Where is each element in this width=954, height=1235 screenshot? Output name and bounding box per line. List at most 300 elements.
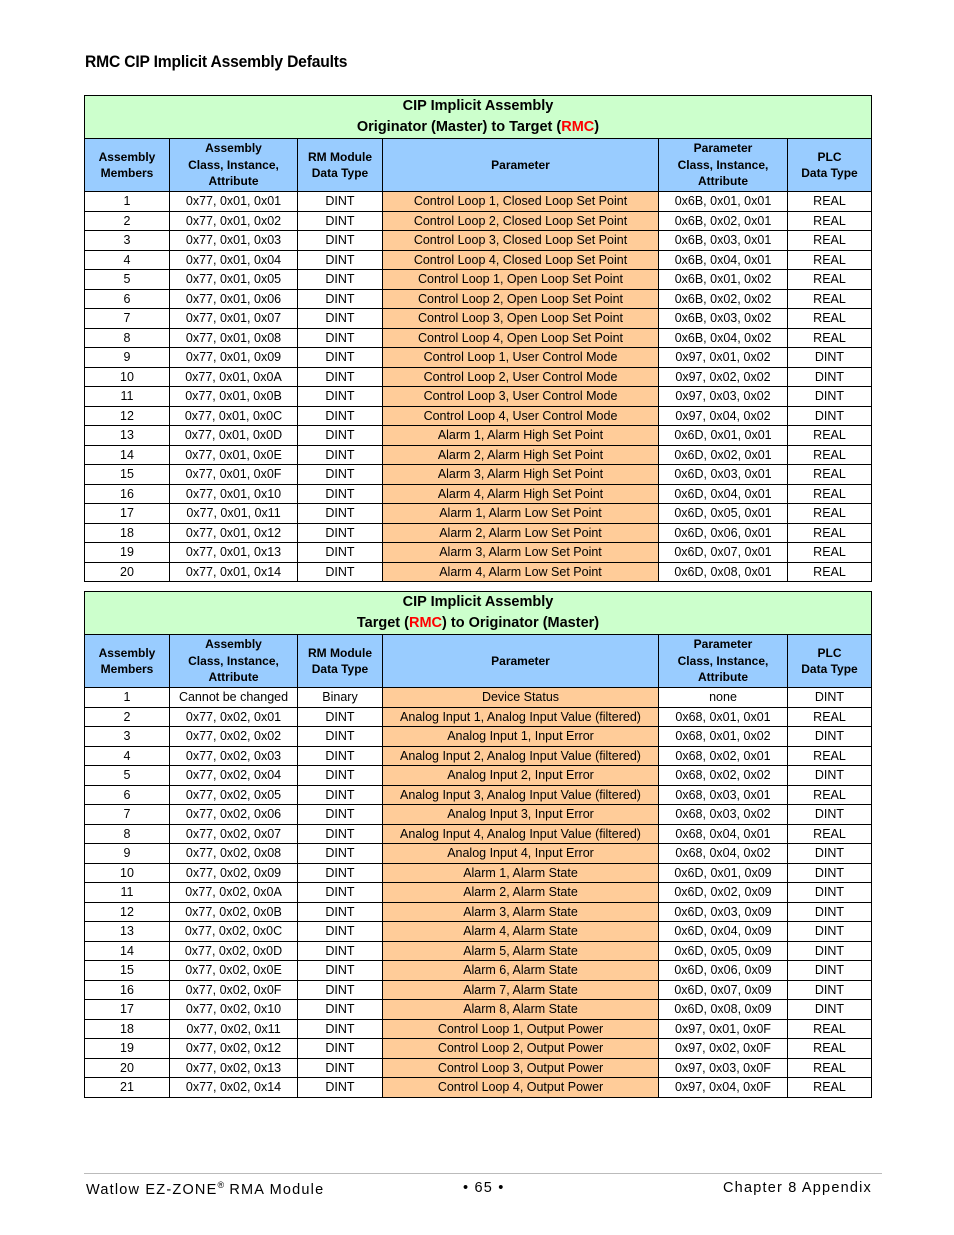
rm-data-type-cell: DINT: [298, 707, 383, 727]
member-cell: 13: [85, 922, 170, 942]
table-row: [85, 309, 872, 329]
member-cell: 5: [85, 766, 170, 786]
plc-data-type-cell: DINT: [788, 863, 872, 883]
rm-data-type-cell: DINT: [298, 445, 383, 465]
parameter-cell: Alarm 1, Alarm State: [383, 863, 659, 883]
table-row: [85, 562, 872, 582]
header-assembly-cia-line: Attribute: [208, 670, 259, 685]
rm-data-type-cell: DINT: [298, 562, 383, 582]
assembly-cia-cell: 0x77, 0x02, 0x04: [170, 766, 298, 786]
plc-data-type-cell: REAL: [788, 707, 872, 727]
header-parameter-cia-line: Class, Instance,: [677, 157, 769, 172]
plc-data-type-cell: DINT: [788, 961, 872, 981]
parameter-cia-cell: 0x68, 0x01, 0x02: [659, 727, 788, 747]
plc-data-type-cell: DINT: [788, 902, 872, 922]
table-row: [85, 980, 872, 1000]
assembly-cia-cell: Cannot be changed: [170, 688, 298, 708]
assembly-cia-cell: 0x77, 0x01, 0x08: [170, 328, 298, 348]
table-title: [85, 96, 872, 139]
rm-data-type-cell: DINT: [298, 328, 383, 348]
member-cell: 4: [85, 250, 170, 270]
table-row: [85, 231, 872, 251]
assembly-cia-cell: 0x77, 0x01, 0x01: [170, 192, 298, 212]
table-row: [85, 785, 872, 805]
table-row: [85, 746, 872, 766]
header-assembly-members: [85, 139, 170, 192]
plc-data-type-cell: REAL: [788, 426, 872, 446]
table-row: [85, 211, 872, 231]
assembly-cia-cell: 0x77, 0x01, 0x0D: [170, 426, 298, 446]
assembly-cia-cell: 0x77, 0x02, 0x0E: [170, 961, 298, 981]
rm-data-type-cell: DINT: [298, 902, 383, 922]
registered-mark: ®: [217, 1180, 225, 1190]
parameter-cell: Control Loop 3, Output Power: [383, 1058, 659, 1078]
plc-data-type-cell: REAL: [788, 785, 872, 805]
parameter-cell: Analog Input 1, Input Error: [383, 727, 659, 747]
parameter-cia-cell: 0x97, 0x01, 0x0F: [659, 1019, 788, 1039]
member-cell: 10: [85, 367, 170, 387]
header-assembly-cia-line: Attribute: [208, 174, 259, 189]
table-row: [85, 192, 872, 212]
header-rm-data-type-line: RM Module: [308, 149, 372, 164]
header-parameter: Parameter: [383, 139, 659, 192]
table-row: [85, 1000, 872, 1020]
target-to-originator-table: [84, 591, 872, 1098]
parameter-cia-cell: 0x6B, 0x02, 0x01: [659, 211, 788, 231]
plc-data-type-cell: DINT: [788, 883, 872, 903]
rm-data-type-cell: DINT: [298, 387, 383, 407]
table-row: [85, 367, 872, 387]
plc-data-type-cell: DINT: [788, 922, 872, 942]
rm-data-type-cell: DINT: [298, 980, 383, 1000]
plc-data-type-cell: REAL: [788, 211, 872, 231]
plc-data-type-cell: REAL: [788, 445, 872, 465]
plc-data-type-cell: REAL: [788, 1058, 872, 1078]
parameter-cia-cell: 0x6D, 0x03, 0x01: [659, 465, 788, 485]
header-assembly-members-line: Assembly: [98, 149, 156, 164]
header-plc-data-type: [788, 139, 872, 192]
table-row: [85, 328, 872, 348]
page-number: • 65 •: [463, 1180, 505, 1196]
table-row: [85, 902, 872, 922]
rm-data-type-cell: DINT: [298, 504, 383, 524]
member-cell: 19: [85, 1039, 170, 1059]
parameter-cia-cell: 0x6D, 0x06, 0x01: [659, 523, 788, 543]
assembly-cia-cell: 0x77, 0x02, 0x03: [170, 746, 298, 766]
parameter-cia-cell: 0x97, 0x02, 0x02: [659, 367, 788, 387]
table-row: [85, 289, 872, 309]
header-parameter-cia-line: Attribute: [698, 670, 748, 685]
rm-data-type-cell: DINT: [298, 1019, 383, 1039]
table-row: [85, 406, 872, 426]
plc-data-type-cell: REAL: [788, 543, 872, 563]
member-cell: 13: [85, 426, 170, 446]
member-cell: 15: [85, 961, 170, 981]
parameter-cell: Alarm 4, Alarm High Set Point: [383, 484, 659, 504]
rm-data-type-cell: DINT: [298, 250, 383, 270]
header-plc-data-type-line: Data Type: [801, 662, 858, 676]
title-prefix: Target (: [356, 615, 409, 631]
table-row: [85, 1039, 872, 1059]
member-cell: 7: [85, 805, 170, 825]
parameter-cell: Analog Input 3, Input Error: [383, 805, 659, 825]
table-row: [85, 445, 872, 465]
parameter-cia-cell: 0x68, 0x04, 0x01: [659, 824, 788, 844]
parameter-cia-cell: 0x6D, 0x04, 0x09: [659, 922, 788, 942]
parameter-cell: Alarm 2, Alarm State: [383, 883, 659, 903]
plc-data-type-cell: REAL: [788, 562, 872, 582]
footer-product: [86, 1180, 324, 1198]
table-row: [85, 688, 872, 708]
parameter-cell: Control Loop 2, Output Power: [383, 1039, 659, 1059]
parameter-cia-cell: 0x6D, 0x02, 0x01: [659, 445, 788, 465]
rm-data-type-cell: DINT: [298, 961, 383, 981]
table-row: [85, 844, 872, 864]
parameter-cell: Device Status: [383, 688, 659, 708]
assembly-cia-cell: 0x77, 0x01, 0x11: [170, 504, 298, 524]
table-row: [85, 484, 872, 504]
plc-data-type-cell: REAL: [788, 824, 872, 844]
parameter-cia-cell: 0x97, 0x04, 0x02: [659, 406, 788, 426]
member-cell: 9: [85, 348, 170, 368]
member-cell: 1: [85, 192, 170, 212]
header-plc-data-type-line: Data Type: [801, 166, 858, 180]
member-cell: 3: [85, 727, 170, 747]
assembly-cia-cell: 0x77, 0x02, 0x0D: [170, 941, 298, 961]
table-title-line2: [85, 117, 871, 138]
parameter-cia-cell: 0x6D, 0x05, 0x09: [659, 941, 788, 961]
member-cell: 15: [85, 465, 170, 485]
parameter-cia-cell: 0x97, 0x03, 0x0F: [659, 1058, 788, 1078]
parameter-cia-cell: 0x6D, 0x05, 0x01: [659, 504, 788, 524]
table-row: [85, 543, 872, 563]
header-assembly-members-line: Members: [100, 662, 154, 676]
parameter-cia-cell: 0x6D, 0x01, 0x09: [659, 863, 788, 883]
parameter-cia-cell: 0x97, 0x03, 0x02: [659, 387, 788, 407]
member-cell: 14: [85, 941, 170, 961]
assembly-cia-cell: 0x77, 0x01, 0x07: [170, 309, 298, 329]
assembly-cia-cell: 0x77, 0x01, 0x12: [170, 523, 298, 543]
assembly-cia-cell: 0x77, 0x02, 0x0B: [170, 902, 298, 922]
table-row: [85, 426, 872, 446]
member-cell: 2: [85, 211, 170, 231]
rm-data-type-cell: DINT: [298, 1039, 383, 1059]
member-cell: 8: [85, 328, 170, 348]
footer-product-tail: RMA Module: [224, 1181, 325, 1198]
parameter-cell: Alarm 4, Alarm Low Set Point: [383, 562, 659, 582]
rm-data-type-cell: DINT: [298, 348, 383, 368]
parameter-cell: Alarm 2, Alarm High Set Point: [383, 445, 659, 465]
member-cell: 16: [85, 484, 170, 504]
header-rm-data-type: [298, 635, 383, 688]
parameter-cia-cell: 0x68, 0x04, 0x02: [659, 844, 788, 864]
assembly-cia-cell: 0x77, 0x01, 0x02: [170, 211, 298, 231]
parameter-cia-cell: 0x6B, 0x03, 0x01: [659, 231, 788, 251]
header-assembly-members: [85, 635, 170, 688]
assembly-cia-cell: 0x77, 0x01, 0x13: [170, 543, 298, 563]
rm-data-type-cell: Binary: [298, 688, 383, 708]
parameter-cell: Alarm 7, Alarm State: [383, 980, 659, 1000]
plc-data-type-cell: REAL: [788, 289, 872, 309]
assembly-cia-cell: 0x77, 0x01, 0x04: [170, 250, 298, 270]
rm-data-type-cell: DINT: [298, 289, 383, 309]
rm-data-type-cell: DINT: [298, 1000, 383, 1020]
member-cell: 20: [85, 1058, 170, 1078]
parameter-cell: Control Loop 4, Output Power: [383, 1078, 659, 1098]
plc-data-type-cell: REAL: [788, 270, 872, 290]
assembly-cia-cell: 0x77, 0x02, 0x11: [170, 1019, 298, 1039]
table-row: [85, 941, 872, 961]
plc-data-type-cell: DINT: [788, 348, 872, 368]
title-prefix: Originator (Master) to Target (: [356, 119, 562, 135]
plc-data-type-cell: REAL: [788, 231, 872, 251]
member-cell: 11: [85, 883, 170, 903]
assembly-cia-cell: 0x77, 0x01, 0x09: [170, 348, 298, 368]
parameter-cell: Alarm 5, Alarm State: [383, 941, 659, 961]
rm-data-type-cell: DINT: [298, 1058, 383, 1078]
assembly-cia-cell: 0x77, 0x02, 0x13: [170, 1058, 298, 1078]
header-rm-data-type-line: Data Type: [311, 166, 369, 180]
parameter-cell: Control Loop 3, Open Loop Set Point: [383, 309, 659, 329]
assembly-cia-cell: 0x77, 0x01, 0x06: [170, 289, 298, 309]
table-row: [85, 961, 872, 981]
member-cell: 21: [85, 1078, 170, 1098]
rm-data-type-cell: DINT: [298, 766, 383, 786]
plc-data-type-cell: DINT: [788, 406, 872, 426]
page-heading: RMC CIP Implicit Assembly Defaults: [85, 52, 348, 71]
parameter-cell: Control Loop 1, Output Power: [383, 1019, 659, 1039]
rm-data-type-cell: DINT: [298, 863, 383, 883]
parameter-cell: Analog Input 2, Analog Input Value (filtered): [383, 746, 659, 766]
rm-data-type-cell: DINT: [298, 523, 383, 543]
table-row: [85, 805, 872, 825]
assembly-cia-cell: 0x77, 0x01, 0x0B: [170, 387, 298, 407]
rm-data-type-cell: DINT: [298, 1078, 383, 1098]
plc-data-type-cell: DINT: [788, 805, 872, 825]
header-parameter-cia: [659, 139, 788, 192]
parameter-cell: Analog Input 1, Analog Input Value (filtered): [383, 707, 659, 727]
title-suffix: ) to Originator (Master): [442, 615, 600, 631]
member-cell: 10: [85, 863, 170, 883]
rm-data-type-cell: DINT: [298, 309, 383, 329]
parameter-cell: Alarm 4, Alarm State: [383, 922, 659, 942]
member-cell: 5: [85, 270, 170, 290]
table-row: [85, 863, 872, 883]
plc-data-type-cell: REAL: [788, 192, 872, 212]
parameter-cell: Alarm 8, Alarm State: [383, 1000, 659, 1020]
member-cell: 14: [85, 445, 170, 465]
parameter-cell: Alarm 6, Alarm State: [383, 961, 659, 981]
header-assembly-cia-line: Assembly: [205, 141, 262, 156]
header-parameter-cia-line: Class, Instance,: [677, 653, 769, 668]
assembly-cia-cell: 0x77, 0x02, 0x0A: [170, 883, 298, 903]
member-cell: 12: [85, 902, 170, 922]
rm-data-type-cell: DINT: [298, 192, 383, 212]
assembly-cia-cell: 0x77, 0x02, 0x01: [170, 707, 298, 727]
parameter-cia-cell: 0x68, 0x01, 0x01: [659, 707, 788, 727]
header-assembly-cia-line: Class, Instance,: [188, 157, 279, 172]
member-cell: 1: [85, 688, 170, 708]
table-title: [85, 592, 872, 635]
parameter-cell: Alarm 3, Alarm State: [383, 902, 659, 922]
assembly-cia-cell: 0x77, 0x02, 0x0C: [170, 922, 298, 942]
table-row: [85, 387, 872, 407]
assembly-cia-cell: 0x77, 0x02, 0x14: [170, 1078, 298, 1098]
assembly-cia-cell: 0x77, 0x01, 0x14: [170, 562, 298, 582]
header-parameter-cia-line: Parameter: [693, 141, 753, 156]
header-rm-data-type: [298, 139, 383, 192]
parameter-cell: Control Loop 3, Closed Loop Set Point: [383, 231, 659, 251]
rm-data-type-cell: DINT: [298, 785, 383, 805]
rm-data-type-cell: DINT: [298, 824, 383, 844]
parameter-cell: Control Loop 2, User Control Mode: [383, 367, 659, 387]
table-row: [85, 824, 872, 844]
member-cell: 17: [85, 1000, 170, 1020]
table-row: [85, 465, 872, 485]
parameter-cell: Alarm 1, Alarm Low Set Point: [383, 504, 659, 524]
parameter-cia-cell: 0x6D, 0x08, 0x09: [659, 1000, 788, 1020]
parameter-cia-cell: 0x6D, 0x01, 0x01: [659, 426, 788, 446]
assembly-cia-cell: 0x77, 0x02, 0x02: [170, 727, 298, 747]
member-cell: 19: [85, 543, 170, 563]
header-rm-data-type-line: RM Module: [308, 645, 372, 660]
rm-data-type-cell: DINT: [298, 922, 383, 942]
member-cell: 11: [85, 387, 170, 407]
table-title-line2: [85, 613, 871, 634]
header-assembly-members-line: Members: [100, 166, 154, 180]
title-rmc: RMC: [561, 119, 595, 135]
parameter-cell: Analog Input 3, Analog Input Value (filtered): [383, 785, 659, 805]
plc-data-type-cell: DINT: [788, 387, 872, 407]
rm-data-type-cell: DINT: [298, 465, 383, 485]
header-assembly-cia-line: Assembly: [205, 637, 262, 652]
header-plc-data-type-line: PLC: [817, 645, 842, 660]
plc-data-type-cell: REAL: [788, 523, 872, 543]
member-cell: 7: [85, 309, 170, 329]
assembly-cia-cell: 0x77, 0x01, 0x10: [170, 484, 298, 504]
table-row: [85, 270, 872, 290]
table-row: [85, 348, 872, 368]
assembly-cia-cell: 0x77, 0x02, 0x10: [170, 1000, 298, 1020]
header-plc-data-type-line: PLC: [817, 149, 842, 164]
rm-data-type-cell: DINT: [298, 231, 383, 251]
member-cell: 12: [85, 406, 170, 426]
table-row: [85, 1019, 872, 1039]
parameter-cell: Control Loop 3, User Control Mode: [383, 387, 659, 407]
header-assembly-cia: [170, 139, 298, 192]
parameter-cia-cell: 0x97, 0x02, 0x0F: [659, 1039, 788, 1059]
header-assembly-cia: [170, 635, 298, 688]
table-title-line1: CIP Implicit Assembly: [402, 594, 554, 610]
assembly-cia-cell: 0x77, 0x01, 0x03: [170, 231, 298, 251]
parameter-cell: Alarm 3, Alarm High Set Point: [383, 465, 659, 485]
plc-data-type-cell: DINT: [788, 980, 872, 1000]
plc-data-type-cell: REAL: [788, 504, 872, 524]
header-assembly-members-line: Assembly: [98, 645, 156, 660]
plc-data-type-cell: REAL: [788, 250, 872, 270]
plc-data-type-cell: REAL: [788, 309, 872, 329]
assembly-cia-cell: 0x77, 0x02, 0x0F: [170, 980, 298, 1000]
member-cell: 18: [85, 523, 170, 543]
assembly-cia-cell: 0x77, 0x01, 0x0F: [170, 465, 298, 485]
assembly-cia-cell: 0x77, 0x02, 0x06: [170, 805, 298, 825]
member-cell: 6: [85, 289, 170, 309]
rm-data-type-cell: DINT: [298, 211, 383, 231]
table-row: [85, 766, 872, 786]
header-parameter-cia-line: Parameter: [693, 637, 753, 652]
assembly-cia-cell: 0x77, 0x01, 0x0E: [170, 445, 298, 465]
parameter-cia-cell: 0x6D, 0x08, 0x01: [659, 562, 788, 582]
parameter-cia-cell: 0x6B, 0x04, 0x02: [659, 328, 788, 348]
header-parameter-cia: [659, 635, 788, 688]
member-cell: 18: [85, 1019, 170, 1039]
originator-to-target-table: [84, 95, 872, 582]
plc-data-type-cell: REAL: [788, 465, 872, 485]
footer-chapter: Chapter 8 Appendix: [723, 1180, 872, 1196]
parameter-cell: Control Loop 1, Closed Loop Set Point: [383, 192, 659, 212]
plc-data-type-cell: REAL: [788, 484, 872, 504]
parameter-cia-cell: 0x6D, 0x04, 0x01: [659, 484, 788, 504]
rm-data-type-cell: DINT: [298, 883, 383, 903]
footer-product-name: Watlow EZ-ZONE: [86, 1181, 218, 1198]
assembly-cia-cell: 0x77, 0x02, 0x12: [170, 1039, 298, 1059]
parameter-cell: Control Loop 2, Closed Loop Set Point: [383, 211, 659, 231]
plc-data-type-cell: DINT: [788, 688, 872, 708]
rm-data-type-cell: DINT: [298, 805, 383, 825]
rm-data-type-cell: DINT: [298, 484, 383, 504]
parameter-cell: Control Loop 4, User Control Mode: [383, 406, 659, 426]
table-row: [85, 250, 872, 270]
table-row: [85, 1058, 872, 1078]
parameter-cia-cell: 0x68, 0x03, 0x02: [659, 805, 788, 825]
rm-data-type-cell: DINT: [298, 543, 383, 563]
parameter-cia-cell: 0x68, 0x02, 0x01: [659, 746, 788, 766]
parameter-cell: Alarm 1, Alarm High Set Point: [383, 426, 659, 446]
plc-data-type-cell: REAL: [788, 746, 872, 766]
parameter-cia-cell: 0x6B, 0x01, 0x02: [659, 270, 788, 290]
table-row: [85, 707, 872, 727]
plc-data-type-cell: REAL: [788, 1019, 872, 1039]
parameter-cia-cell: 0x68, 0x03, 0x01: [659, 785, 788, 805]
plc-data-type-cell: DINT: [788, 766, 872, 786]
plc-data-type-cell: DINT: [788, 367, 872, 387]
parameter-cia-cell: 0x6B, 0x04, 0x01: [659, 250, 788, 270]
header-parameter: Parameter: [383, 635, 659, 688]
parameter-cell: Control Loop 1, Open Loop Set Point: [383, 270, 659, 290]
rm-data-type-cell: DINT: [298, 426, 383, 446]
table-row: [85, 504, 872, 524]
rm-data-type-cell: DINT: [298, 406, 383, 426]
member-cell: 6: [85, 785, 170, 805]
table-row: [85, 523, 872, 543]
parameter-cell: Alarm 3, Alarm Low Set Point: [383, 543, 659, 563]
assembly-cia-cell: 0x77, 0x02, 0x05: [170, 785, 298, 805]
table-row: [85, 727, 872, 747]
rm-data-type-cell: DINT: [298, 727, 383, 747]
assembly-cia-cell: 0x77, 0x01, 0x0C: [170, 406, 298, 426]
parameter-cia-cell: 0x6D, 0x07, 0x09: [659, 980, 788, 1000]
header-rm-data-type-line: Data Type: [311, 662, 369, 676]
assembly-cia-cell: 0x77, 0x02, 0x07: [170, 824, 298, 844]
assembly-cia-cell: 0x77, 0x01, 0x05: [170, 270, 298, 290]
rm-data-type-cell: DINT: [298, 746, 383, 766]
parameter-cell: Control Loop 4, Open Loop Set Point: [383, 328, 659, 348]
parameter-cell: Analog Input 4, Input Error: [383, 844, 659, 864]
parameter-cia-cell: 0x6B, 0x02, 0x02: [659, 289, 788, 309]
plc-data-type-cell: REAL: [788, 1078, 872, 1098]
title-rmc: RMC: [408, 615, 443, 631]
plc-data-type-cell: REAL: [788, 328, 872, 348]
